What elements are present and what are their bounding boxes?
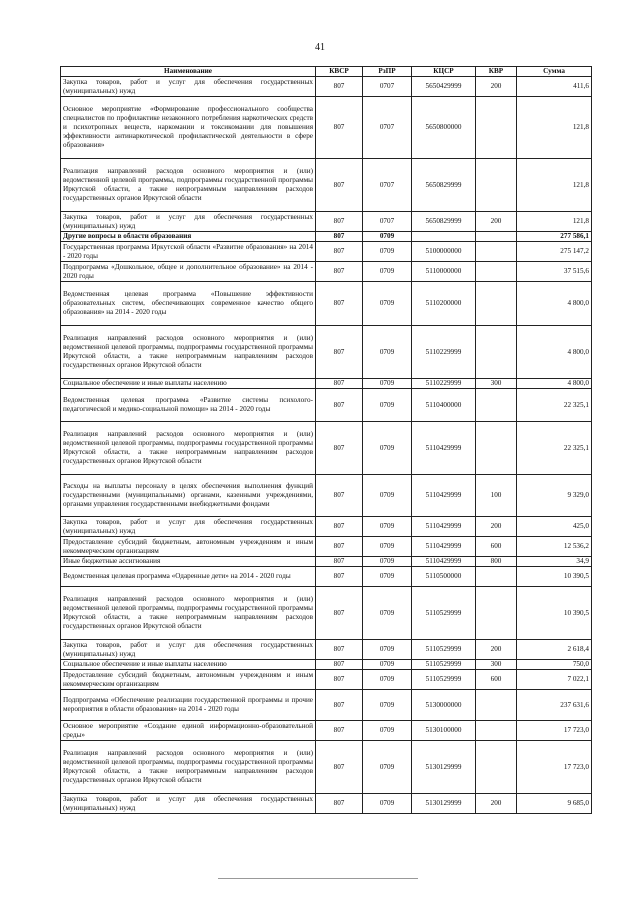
row-kcsr: 5110400000: [412, 389, 476, 422]
table-row: [61, 212, 592, 232]
row-name: Реализация направлений расходов основного мероприятия и (или) ведомственной целевой программы, подпрограммы государственной программы Иркутской области, а также непрограммным направлениям расходов государственных органов Иркутской области: [61, 587, 316, 640]
row-kvsr: 807: [316, 232, 363, 242]
row-name: Закупка товаров, работ и услуг для обеспечения государственных (муниципальных) нужд: [61, 640, 316, 660]
row-kvsr: 807: [316, 77, 363, 97]
row-sum: 7 022,1: [517, 670, 592, 690]
row-sum: 34,9: [517, 557, 592, 567]
row-name: Государственная программа Иркутской области «Развитие образования» на 2014 - 2020 годы: [61, 242, 316, 262]
row-sum: 10 390,5: [517, 567, 592, 587]
table-row: [61, 326, 592, 379]
row-kvsr: 807: [316, 721, 363, 741]
row-kvr: [476, 159, 517, 212]
row-rzpr: 0709: [363, 262, 412, 282]
row-kcsr: 5110429999: [412, 517, 476, 537]
row-rzpr: 0709: [363, 422, 412, 475]
row-sum: 237 631,6: [517, 690, 592, 721]
row-kcsr: [412, 232, 476, 242]
row-name: Реализация направлений расходов основного мероприятия и (или) ведомственной целевой программы, подпрограммы государственной программы Иркутской области, а также непрограммным направлениям расходов государственных органов Иркутской области: [61, 326, 316, 379]
row-name: Предоставление субсидий бюджетным, автономным учреждениям и иным некоммерческим организациям: [61, 670, 316, 690]
table-row: [61, 670, 592, 690]
row-name: Подпрограмма «Обеспечение реализации государственной программы и прочие мероприятия в области образования» на 2014 - 2020 годы: [61, 690, 316, 721]
row-kcsr: 5110429999: [412, 537, 476, 557]
row-name: Закупка товаров, работ и услуг для обеспечения государственных (муниципальных) нужд: [61, 794, 316, 814]
row-kvsr: 807: [316, 159, 363, 212]
row-sum: 277 586,1: [517, 232, 592, 242]
row-kvsr: 807: [316, 640, 363, 660]
row-kvsr: 807: [316, 794, 363, 814]
row-rzpr: 0709: [363, 794, 412, 814]
table-row: [61, 721, 592, 741]
row-kvr: [476, 326, 517, 379]
row-rzpr: 0709: [363, 517, 412, 537]
table-row: [61, 77, 592, 97]
row-rzpr: 0709: [363, 690, 412, 721]
table-row: [61, 741, 592, 794]
row-sum: 121,8: [517, 97, 592, 159]
row-kcsr: 5650429999: [412, 77, 476, 97]
row-kvsr: 807: [316, 537, 363, 557]
row-kvsr: 807: [316, 517, 363, 537]
row-kvr: [476, 97, 517, 159]
row-sum: 17 723,0: [517, 721, 592, 741]
row-kcsr: 5110000000: [412, 262, 476, 282]
row-rzpr: 0709: [363, 326, 412, 379]
row-sum: 121,8: [517, 159, 592, 212]
row-sum: 2 618,4: [517, 640, 592, 660]
row-kcsr: 5110529999: [412, 660, 476, 670]
row-sum: 750,0: [517, 660, 592, 670]
row-sum: 275 147,2: [517, 242, 592, 262]
table-row: [61, 587, 592, 640]
row-kvr: [476, 282, 517, 326]
row-kvsr: 807: [316, 326, 363, 379]
row-sum: 37 515,6: [517, 262, 592, 282]
row-sum: 12 536,2: [517, 537, 592, 557]
row-rzpr: 0707: [363, 212, 412, 232]
table-row: [61, 690, 592, 721]
row-rzpr: 0709: [363, 475, 412, 517]
table-header-row: [61, 67, 592, 77]
row-rzpr: 0709: [363, 282, 412, 326]
row-kcsr: 5110229999: [412, 379, 476, 389]
row-kcsr: 5110429999: [412, 422, 476, 475]
row-kvsr: 807: [316, 282, 363, 326]
row-kvr: 200: [476, 517, 517, 537]
row-kvr: [476, 422, 517, 475]
row-name: Закупка товаров, работ и услуг для обеспечения государственных (муниципальных) нужд: [61, 77, 316, 97]
row-sum: 411,6: [517, 77, 592, 97]
row-name: Предоставление субсидий бюджетным, автономным учреждениям и иным некоммерческим организациям: [61, 537, 316, 557]
row-kvsr: 807: [316, 475, 363, 517]
row-kvr: 200: [476, 640, 517, 660]
table-row: [61, 517, 592, 537]
row-name: Основное мероприятие «Формирование профессионального сообщества специалистов по профилактике незаконного потребления наркотических средств и психотропных веществ, наркомании и токсикомании для повышения эффективности антинаркотической профилактической деятельности в сфере образования»: [61, 97, 316, 159]
row-kvsr: 807: [316, 212, 363, 232]
table-row: [61, 557, 592, 567]
row-rzpr: 0709: [363, 640, 412, 660]
row-rzpr: 0709: [363, 232, 412, 242]
page-number: 41: [315, 42, 325, 53]
row-sum: 121,8: [517, 212, 592, 232]
row-kvr: 200: [476, 794, 517, 814]
row-sum: 9 329,0: [517, 475, 592, 517]
row-name: Иные бюджетные ассигнования: [61, 557, 316, 567]
row-kcsr: 5110529999: [412, 640, 476, 660]
row-kvsr: 807: [316, 670, 363, 690]
row-kvr: [476, 567, 517, 587]
row-name: Ведомственная целевая программа «Одаренные дети» на 2014 - 2020 годы: [61, 567, 316, 587]
row-kvsr: 807: [316, 567, 363, 587]
table-row: [61, 242, 592, 262]
row-name: Реализация направлений расходов основного мероприятия и (или) ведомственной целевой программы, подпрограммы государственной программы Иркутской области, а также непрограммным направлениям расходов государственных органов Иркутской области: [61, 159, 316, 212]
row-name: Закупка товаров, работ и услуг для обеспечения государственных (муниципальных) нужд: [61, 212, 316, 232]
row-kcsr: 5650829999: [412, 159, 476, 212]
row-kvr: [476, 721, 517, 741]
row-rzpr: 0709: [363, 389, 412, 422]
row-sum: 17 723,0: [517, 741, 592, 794]
row-kvr: 300: [476, 660, 517, 670]
row-kvr: [476, 587, 517, 640]
row-kcsr: 5130129999: [412, 794, 476, 814]
row-sum: 10 390,5: [517, 587, 592, 640]
table-row: [61, 159, 592, 212]
row-sum: 22 325,1: [517, 389, 592, 422]
row-rzpr: 0707: [363, 159, 412, 212]
table-row: [61, 97, 592, 159]
row-name: Социальное обеспечение и иные выплаты населению: [61, 660, 316, 670]
row-sum: 4 800,0: [517, 326, 592, 379]
table-row: [61, 422, 592, 475]
row-kcsr: 5130129999: [412, 741, 476, 794]
row-rzpr: 0709: [363, 741, 412, 794]
row-kvr: [476, 242, 517, 262]
table-row: [61, 475, 592, 517]
table-row: [61, 282, 592, 326]
row-kvr: 600: [476, 670, 517, 690]
row-kcsr: 5110529999: [412, 670, 476, 690]
row-kvsr: 807: [316, 741, 363, 794]
row-name: Закупка товаров, работ и услуг для обеспечения государственных (муниципальных) нужд: [61, 517, 316, 537]
header-kvr: КВР: [476, 67, 517, 77]
row-kvr: 300: [476, 379, 517, 389]
row-kcsr: 5110429999: [412, 557, 476, 567]
row-kvr: [476, 232, 517, 242]
row-name: Реализация направлений расходов основного мероприятия и (или) ведомственной целевой программы, подпрограммы государственной программы Иркутской области, а также непрограммным направлениям расходов государственных органов Иркутской области: [61, 741, 316, 794]
row-kvsr: 807: [316, 97, 363, 159]
row-kvsr: 807: [316, 557, 363, 567]
header-sum: Сумма: [517, 67, 592, 77]
row-kvr: [476, 741, 517, 794]
table-row: [61, 537, 592, 557]
row-rzpr: 0709: [363, 587, 412, 640]
row-kvr: [476, 389, 517, 422]
row-kvsr: 807: [316, 262, 363, 282]
row-kvsr: 807: [316, 389, 363, 422]
header-kvsr: КВСР: [316, 67, 363, 77]
row-name: Ведомственная целевая программа «Развитие системы психолого-педагогической и медико-социальной помощи» на 2014 - 2020 годы: [61, 389, 316, 422]
footer-divider: [218, 878, 418, 879]
row-kvsr: 807: [316, 690, 363, 721]
row-rzpr: 0709: [363, 721, 412, 741]
row-kcsr: 5110229999: [412, 326, 476, 379]
row-kcsr: 5130100000: [412, 721, 476, 741]
row-kvsr: 807: [316, 242, 363, 262]
row-name: Ведомственная целевая программа «Повышение эффективности образовательных систем, обеспечивающих современное качество общего образования» на 2014 - 2020 годы: [61, 282, 316, 326]
row-name: Реализация направлений расходов основного мероприятия и (или) ведомственной целевой программы, подпрограммы государственной программы Иркутской области, а также непрограммным направлениям расходов государственных органов Иркутской области: [61, 422, 316, 475]
row-sum: 22 325,1: [517, 422, 592, 475]
row-rzpr: 0709: [363, 379, 412, 389]
row-kvsr: 807: [316, 379, 363, 389]
row-kcsr: 5110529999: [412, 587, 476, 640]
row-kcsr: 5110200000: [412, 282, 476, 326]
row-name: Другие вопросы в области образования: [61, 232, 316, 242]
row-rzpr: 0709: [363, 660, 412, 670]
row-rzpr: 0709: [363, 567, 412, 587]
budget-table: [60, 66, 592, 814]
header-name: Наименование: [61, 67, 316, 77]
row-kvr: [476, 690, 517, 721]
row-name: Подпрограмма «Дошкольное, общее и дополнительное образование» на 2014 - 2020 годы: [61, 262, 316, 282]
table-row: [61, 794, 592, 814]
row-kvr: 200: [476, 212, 517, 232]
row-kvr: [476, 262, 517, 282]
row-rzpr: 0709: [363, 670, 412, 690]
row-sum: 9 685,0: [517, 794, 592, 814]
row-kvsr: 807: [316, 422, 363, 475]
row-sum: 4 800,0: [517, 282, 592, 326]
header-kcsr: КЦСР: [412, 67, 476, 77]
table-row: [61, 389, 592, 422]
row-rzpr: 0709: [363, 242, 412, 262]
row-kvr: 600: [476, 537, 517, 557]
table-row: [61, 640, 592, 660]
row-kvr: 100: [476, 475, 517, 517]
row-kvsr: 807: [316, 660, 363, 670]
row-kcsr: 5650829999: [412, 212, 476, 232]
row-name: Расходы на выплаты персоналу в целях обеспечения выполнения функций государственными (муниципальными) органами, казенными учреждениями, органами управления государственными внебюджетными фондами: [61, 475, 316, 517]
row-sum: 425,0: [517, 517, 592, 537]
row-kvr: 800: [476, 557, 517, 567]
row-kcsr: 5650800000: [412, 97, 476, 159]
row-sum: 4 800,0: [517, 379, 592, 389]
row-kvsr: 807: [316, 587, 363, 640]
table-row: [61, 262, 592, 282]
row-kcsr: 5110429999: [412, 475, 476, 517]
row-kcsr: 5110500000: [412, 567, 476, 587]
row-rzpr: 0707: [363, 77, 412, 97]
row-name: Социальное обеспечение и иные выплаты населению: [61, 379, 316, 389]
table-row: [61, 379, 592, 389]
row-rzpr: 0709: [363, 557, 412, 567]
row-kvr: 200: [476, 77, 517, 97]
row-name: Основное мероприятие «Создание единой информационно-образовательной среды»: [61, 721, 316, 741]
table-row: [61, 567, 592, 587]
row-kcsr: 5130000000: [412, 690, 476, 721]
header-rzpr: РзПР: [363, 67, 412, 77]
table-row: [61, 660, 592, 670]
row-kcsr: 5100000000: [412, 242, 476, 262]
row-rzpr: 0707: [363, 97, 412, 159]
table-row: [61, 232, 592, 242]
row-rzpr: 0709: [363, 537, 412, 557]
